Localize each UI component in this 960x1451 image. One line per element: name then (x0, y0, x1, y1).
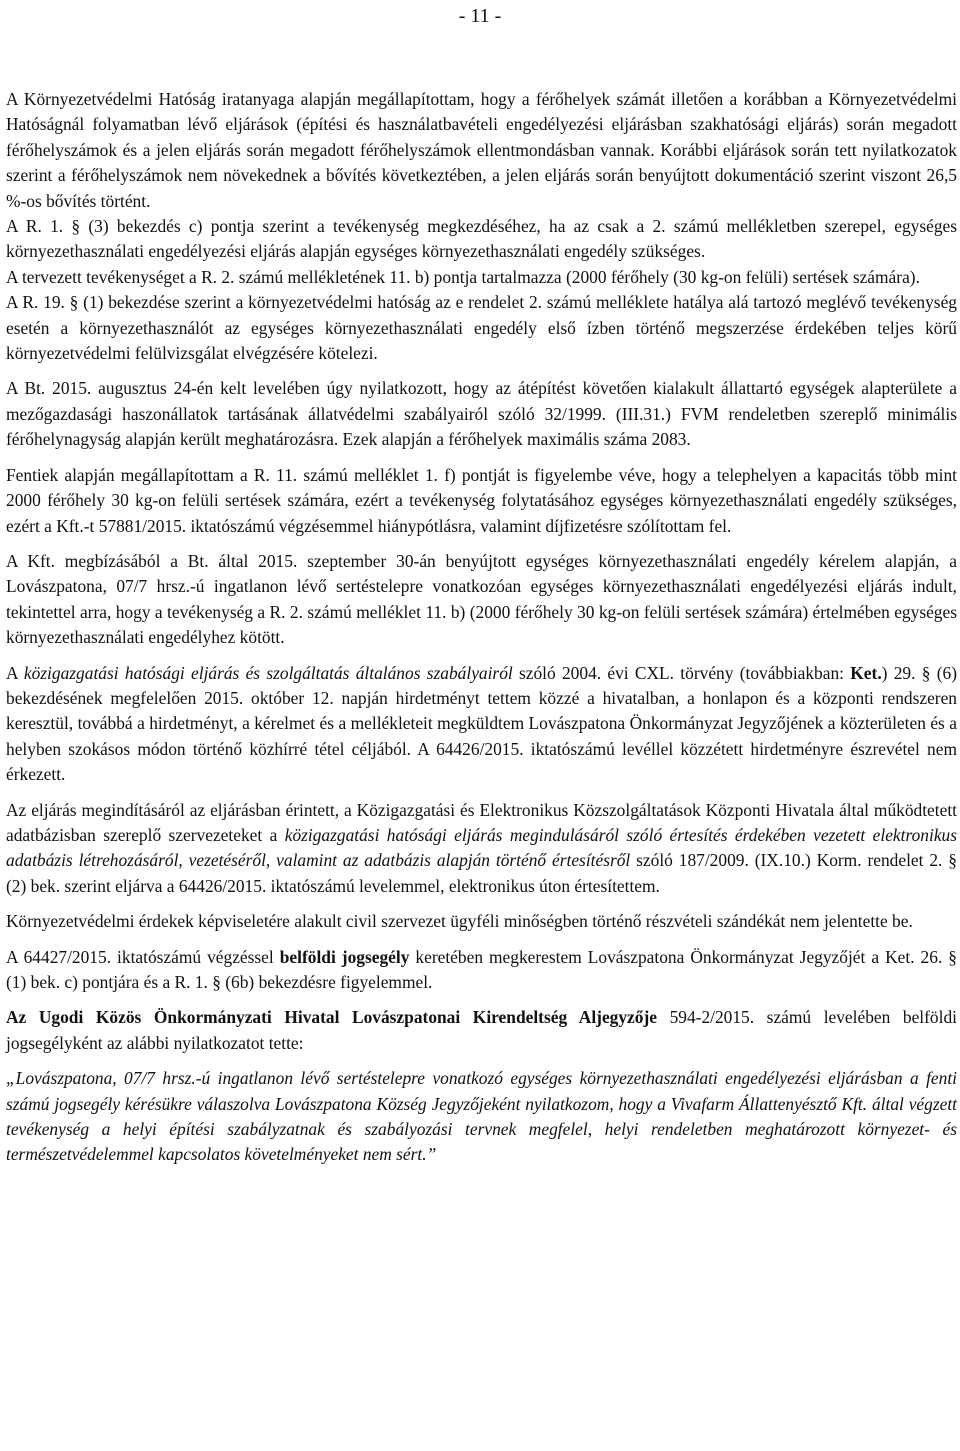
quote-italic: „Lovászpatona, 07/7 hrsz.-ú ingatlanon lévő sertéstelepre vonatkozó egységes környezethasználati engedélyezési eljárásban a fenti számú jogsegély kérésükre válaszolva Lovászpatona Község Jegyzőjeként nyilatkozom, hogy a Vivafarm Állattenyésztő Kft. által végzett tevékenység a helyi építési szabályzatnak és szabályozási tervnek megfelel, helyi rendeletben meghatározott környezet- és természetvédelemmel kapcsolatos követelményeket nem sért.” (6, 1068, 957, 1165)
paragraph-ket-notice (6, 661, 957, 788)
law-title-italic: közigazgatási hatósági eljárás és szolgáltatás általános szabályairól (23, 662, 513, 683)
decree-title-italic: közigazgatási hatósági eljárás megindulásáról szóló értesítés érdekében vezetett elektronikus adatbázis létrehozásáról, vezetéséről, valamint az adatbázis alapján történő értesítésről (6, 824, 957, 871)
paragraph-notary-quote (6, 1066, 957, 1168)
paragraph-bt-statement: A Bt. 2015. augusztus 24-én kelt levelében úgy nyilatkozott, hogy az átépítést követően kialakult állattartó egységek alapterülete a mezőgazdasági haszonállatok tartásának állatvédelmi szabályairól szóló 32/1999. (III.31.) FVM rendeletben szereplő minimális férőhelynagyság alapján került meghatározásra. Ezek alapján a férőhelyek maximális száma 2083. (6, 378, 957, 450)
text-segment: keretében megkerestem Lovászpatona Önkormányzat Jegyzőjét a Ket. 26. § (1) bek. c) pontjára és a R. 1. § (6b) bekezdésre figyelemmel. (6, 946, 958, 992)
paragraph-planned-activity: A tervezett tevékenységet a R. 2. számú mellékletének 11. b) pontja tartalmazza (2000 férőhely (30 kg-on felüli) sertések számára). (6, 266, 920, 287)
paragraph-r1-section3: A R. 1. § (3) bekezdés c) pontja szerint a tevékenység megkezdéséhez, ha az csak a 2. számú mellékletben szerepel, egységes környezethasználati engedélyezési eljárás alapján egységes környezethasználati engedély szükséges. (6, 216, 957, 262)
office-name-bold: Az Ugodi Közös Önkormányzati Hivatal Lovászpatonai Kirendeltség Aljegyzője (6, 1007, 657, 1028)
paragraph-capacity-findings: A Környezetvédelmi Hatóság iratanyaga alapján megállapítottam, hogy a férőhelyek számát illetően a korábban a Környezetvédelmi Hatóságnál folyamatban lévő eljárások (építési és használatbavételi engedélyezési eljárásban szakhatósági eljárás) során megadott férőhelyszámok és a jelen eljárás során megadott férőhelyszámok ellentmondásban vannak. Korábbi eljárások során tett nyilatkozatok szerint a férőhelyszámok nem növekednek a bővítés következtében, a jelen eljárás során benyújtott dokumentáció szerint viszont 26,5 %-os bővítés történt. (6, 89, 957, 211)
paragraph-electronic-notice (6, 798, 957, 900)
paragraph-r19-review: A R. 19. § (1) bekezdése szerint a környezetvédelmi hatóság az e rendelet 2. számú melléklete hatálya alá tartozó meglévő tevékenység esetén a környezethasználót az egységes környezethasználati engedély első ízben történő megszerzése érdekében teljes körű környezetvédelmi felülvizsgálat elvégzésére kötelezi. (6, 292, 957, 364)
paragraph-notary-letter (6, 1005, 957, 1056)
paragraph-application: A Kft. megbízásából a Bt. által 2015. szeptember 30-án benyújtott egységes környezethasználati engedély kérelem alapján, a Lovászpatona, 07/7 hrsz.-ú ingatlanon lévő sertéstelepre vonatkozóan egységes környezethasználati engedélyezési eljárás indult, tekintettel arra, hogy a tevékenység a R. 2. számú melléklet 11. b) (2000 férőhely 30 kg-on felüli sertések számára) értelmében egységes környezethasználati engedélyhez kötött. (6, 550, 957, 648)
legal-assistance-bold: belföldi jogsegély (279, 946, 410, 967)
document-body (6, 87, 957, 1178)
text-segment: A 64427/2015. iktatószámú végzéssel (6, 946, 280, 967)
paragraph-findings-deficiency: Fentiek alapján megállapítottam a R. 11. számú melléklet 1. f) pontját is figyelembe véve, hogy a telephelyen a kapacitás több mint 2000 férőhely 30 kg-on felüli sertések számára, ezért a tevékenység folytatásához egységes környezethasználati engedély szükséges, ezért a Kft.-t 57881/2015. iktatószámú végzésemmel hiánypótlásra, valamint díjfizetésre szólítottam fel. (6, 464, 957, 536)
ket-abbreviation: Ket. (850, 662, 882, 683)
text-segment: ) 29. § (6) bekezdésének megfelelően 2015. október 12. napján hirdetményt tettem közzé a hivatalban, a honlapon és a központi rendszeren keresztül, továbbá a hirdetményt, a kérelmet és a mellékleteit megküldtem Lovászpatona Önkormányzat Jegyzőjének a közterületen és a helyben szokásos módon történő közhírré tétel céljából. A 64426/2015. iktatószámú levéllel közzétett hirdetményre észrevétel nem érkezett. (6, 662, 957, 785)
text-segment: szóló 2004. évi CXL. törvény (továbbiakban: (512, 662, 851, 683)
page-number: - 11 - (458, 5, 502, 27)
text-segment: 594-2/2015. számú levelében belföldi jogsegélyként az alábbi nyilatkozatot tette: (6, 1007, 957, 1053)
text-segment: Az eljárás megindításáról az eljárásban érintett, a Közigazgatási és Elektronikus Közszolgáltatások Központi Hivatala által működtetett adatbázisban szereplő szervezeteket a (6, 799, 957, 845)
paragraph-civil-organization: Környezetvédelmi érdekek képviseletére alakult civil szervezet ügyféli minőségben történő részvételi szándékát nem jelentette be. (6, 911, 913, 932)
paragraph-legal-assistance (6, 945, 957, 996)
text-segment: szóló 187/2009. (IX.10.) Korm. rendelet 2. § (2) bek. szerint eljárva a 64426/2015. iktatószámú levelemmel, elektronikus úton értesítettem. (6, 850, 957, 896)
text-segment: A (6, 662, 24, 683)
